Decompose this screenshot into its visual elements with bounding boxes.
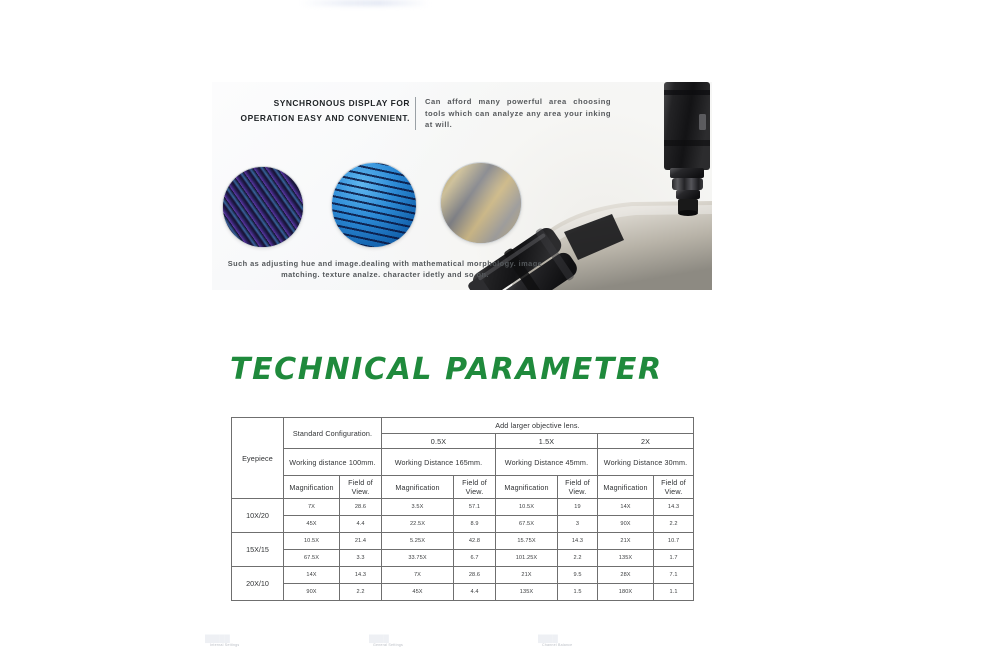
thumbnail-tweezers-gold-component xyxy=(440,162,522,244)
table-row xyxy=(232,550,694,567)
table-cell: 135X xyxy=(496,584,558,601)
footer-label-1: General Settings xyxy=(373,643,403,647)
footer-strip xyxy=(0,636,995,649)
table-lens-0-5x: 0.5X xyxy=(382,434,496,449)
table-cell: 45X xyxy=(382,584,454,601)
table-cell: 19 xyxy=(558,499,598,516)
table-cell: 1.7 xyxy=(654,550,694,567)
hero-banner xyxy=(212,82,712,290)
table-cell: 9.5 xyxy=(558,567,598,584)
table-cell: 42.8 xyxy=(454,533,496,550)
table-cell: 5.25X xyxy=(382,533,454,550)
table-cell: 28.6 xyxy=(454,567,496,584)
top-artifact xyxy=(300,0,430,6)
table-cell: 4.4 xyxy=(340,516,382,533)
table-cell: 33.75X xyxy=(382,550,454,567)
hero-title-line1: SYNCHRONOUS DISPLAY FOR xyxy=(273,98,410,108)
table-cell: 101.25X xyxy=(496,550,558,567)
table-cell: 3 xyxy=(558,516,598,533)
tweezers-gold-component-icon xyxy=(441,163,521,243)
table-wd-1-5x: Working Distance 45mm. xyxy=(496,449,598,476)
table-cell: 15.75X xyxy=(496,533,558,550)
table-group-added-objective-lens: Add larger objective lens. xyxy=(382,418,694,434)
hero-subtitle: Can afford many powerful area choosing tools which can analyze any area your inking at will. xyxy=(425,97,611,130)
pcb-blue-connectors-icon xyxy=(332,163,416,247)
table-cell: 2.2 xyxy=(558,550,598,567)
table-body xyxy=(232,499,694,601)
table-cell: 6.7 xyxy=(454,550,496,567)
table-col-magnification-standard: Magnification xyxy=(284,476,340,499)
footer-ghost-2: ████ xyxy=(538,636,558,643)
page-title: TECHNICAL PARAMETER xyxy=(230,352,663,387)
table-col-fov-standard: Field of View. xyxy=(340,476,382,499)
table-wd-0-5x: Working Distance 165mm. xyxy=(382,449,496,476)
table-cell: 4.4 xyxy=(454,584,496,601)
table-cell: 21X xyxy=(496,567,558,584)
table-group-standard-configuration: Standard Configuration. xyxy=(284,418,382,449)
table-cell: 2.2 xyxy=(340,584,382,601)
table-lens-2x: 2X xyxy=(598,434,694,449)
table-wd-standard: Working distance 100mm. xyxy=(284,449,382,476)
footer-ghost-0: █████ xyxy=(205,636,230,643)
table-cell: 10.5X xyxy=(496,499,558,516)
table-eyepiece-cell: 10X/20 xyxy=(232,499,284,533)
table-row xyxy=(232,567,694,584)
table-header-group-row xyxy=(232,418,694,434)
table-cell: 14X xyxy=(598,499,654,516)
table-row xyxy=(232,533,694,550)
table-lens-1-5x: 1.5X xyxy=(496,434,598,449)
table-cell: 14.3 xyxy=(558,533,598,550)
table-cell: 7X xyxy=(284,499,340,516)
footer-label-2: Channel Balance xyxy=(542,643,573,647)
table-working-distance-row xyxy=(232,449,694,476)
table-cell: 67.5X xyxy=(496,516,558,533)
table-col-fov-1-5x: Field of View. xyxy=(558,476,598,499)
table-eyepiece-cell: 15X/15 xyxy=(232,533,284,567)
table-cell: 8.9 xyxy=(454,516,496,533)
table-cell: 3.5X xyxy=(382,499,454,516)
table-cell: 3.3 xyxy=(340,550,382,567)
table-cell: 180X xyxy=(598,584,654,601)
table-col-magnification-1-5x: Magnification xyxy=(496,476,558,499)
footer-ghost-1: ████ xyxy=(369,636,389,643)
table-cell: 10.5X xyxy=(284,533,340,550)
table-col-fov-0-5x: Field of View. xyxy=(454,476,496,499)
table-eyepiece-cell: 20X/10 xyxy=(232,567,284,601)
table-cell: 67.5X xyxy=(284,550,340,567)
table-cell: 1.1 xyxy=(654,584,694,601)
table-cell: 28X xyxy=(598,567,654,584)
table-cell: 45X xyxy=(284,516,340,533)
table-row xyxy=(232,584,694,601)
table-cell: 21X xyxy=(598,533,654,550)
table-cell: 22.5X xyxy=(382,516,454,533)
table-cell: 57.1 xyxy=(454,499,496,516)
hero-caption: Such as adjusting hue and image.dealing with mathematical morphology. image matching. texture analze. character idetly and so on. xyxy=(227,259,543,280)
table-col-magnification-0-5x: Magnification xyxy=(382,476,454,499)
table-metric-row xyxy=(232,476,694,499)
table-row xyxy=(232,516,694,533)
table-cell: 28.6 xyxy=(340,499,382,516)
table-cell: 90X xyxy=(284,584,340,601)
table-corner-eyepiece: Eyepiece xyxy=(232,418,284,499)
table-cell: 90X xyxy=(598,516,654,533)
table-cell: 2.2 xyxy=(654,516,694,533)
table-col-fov-2x: Field of View. xyxy=(654,476,694,499)
table-cell: 14X xyxy=(284,567,340,584)
hero-title-line2: OPERATION EASY AND CONVENIENT. xyxy=(240,113,410,123)
table-cell: 14.3 xyxy=(340,567,382,584)
pcb-violet-macro-icon xyxy=(223,167,303,247)
table-cell: 21.4 xyxy=(340,533,382,550)
table-cell: 1.5 xyxy=(558,584,598,601)
table-cell: 7X xyxy=(382,567,454,584)
thumbnail-pcb-blue-connectors xyxy=(331,162,417,248)
table-col-magnification-2x: Magnification xyxy=(598,476,654,499)
table-wd-2x: Working Distance 30mm. xyxy=(598,449,694,476)
table-cell: 14.3 xyxy=(654,499,694,516)
table-cell: 7.1 xyxy=(654,567,694,584)
thumbnail-pcb-violet-macro xyxy=(222,166,304,248)
technical-parameter-table xyxy=(231,417,694,601)
table-cell: 10.7 xyxy=(654,533,694,550)
table-cell: 135X xyxy=(598,550,654,567)
footer-label-0: Internal Settings xyxy=(210,643,240,647)
table-row xyxy=(232,499,694,516)
